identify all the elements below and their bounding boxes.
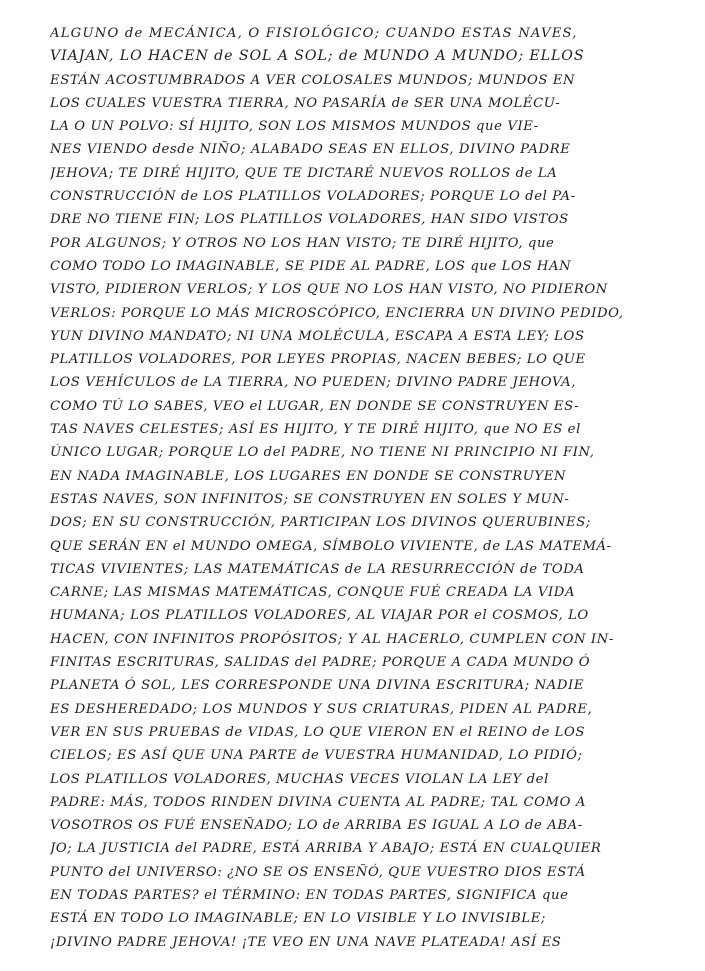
handwritten-text-block xyxy=(50,22,670,954)
text-line: ES DESHEREDADO; LOS MUNDOS Y SUS CRIATURAS, PIDEN AL PADRE, xyxy=(50,701,593,717)
text-line: FINITAS ESCRITURAS, SALIDAS del PADRE; PORQUE A CADA MUNDO Ó xyxy=(50,655,591,671)
text-line: ESTÁ EN TODO LO IMAGINABLE; EN LO VISIBLE Y LO INVISIBLE; xyxy=(50,911,546,927)
text-line: PADRE: MÁS, TODOS RINDEN DIVINA CUENTA AL PADRE; TAL COMO A xyxy=(50,794,586,810)
text-line: POR ALGUNOS; Y OTROS NO LOS HAN VISTO; TE DIRÉ HIJITO, que xyxy=(50,235,555,251)
text-line: ESTÁN ACOSTUMBRADOS A VER COLOSALES MUNDOS; MUNDOS EN xyxy=(50,72,576,88)
text-line: VIAJAN, LO HACEN de SOL A SOL; de MUNDO A MUNDO; ELLOS xyxy=(50,48,585,65)
text-line: NES VIENDO desde NIÑO; ALABADO SEAS EN ELLOS, DIVINO PADRE xyxy=(50,142,571,158)
text-line: DRE NO TIENE FIN; LOS PLATILLOS VOLADORES, HAN SIDO VISTOS xyxy=(50,212,569,228)
text-line: JO; LA JUSTICIA del PADRE, ESTÁ ARRIBA Y ABAJO; ESTÁ EN CUALQUIER xyxy=(50,841,602,857)
text-line: LA O UN POLVO: SÍ HIJITO, SON LOS MISMOS MUNDOS que VIE- xyxy=(50,119,539,135)
text-line: CARNE; LAS MISMAS MATEMÁTICAS, CONQUE FUÉ CREADA LA VIDA xyxy=(50,585,576,601)
text-line: VOSOTROS OS FUÉ ENSEÑADO; LO de ARRIBA ES IGUAL A LO de ABA- xyxy=(50,818,583,834)
text-line: EN NADA IMAGINABLE, LOS LUGARES EN DONDE SE CONSTRUYEN xyxy=(50,468,567,484)
text-line: PUNTO del UNIVERSO: ¿NO SE OS ENSEÑÓ, QUE VUESTRO DIOS ESTÁ xyxy=(50,864,586,880)
text-line: LOS VEHÍCULOS de LA TIERRA, NO PUEDEN; DIVINO PADRE JEHOVA, xyxy=(50,375,577,391)
text-line: CONSTRUCCIÓN de LOS PLATILLOS VOLADORES; PORQUE LO del PA- xyxy=(50,189,576,205)
text-line: HACEN, CON INFINITOS PROPÓSITOS; Y AL HACERLO, CUMPLEN CON IN- xyxy=(50,631,614,647)
text-line: LOS CUALES VUESTRA TIERRA, NO PASARÍA de SER UNA MOLÉCU- xyxy=(50,95,561,111)
text-line: QUE SERÁN EN el MUNDO OMEGA, SÍMBOLO VIVIENTE, de LAS MATEMÁ- xyxy=(50,538,612,554)
text-line: CIELOS; ES ASÍ QUE UNA PARTE de VUESTRA HUMANIDAD, LO PIDIÓ; xyxy=(50,748,583,764)
text-line: ¡DIVINO PADRE JEHOVA! ¡TE VEO EN UNA NAVE PLATEADA! ASÍ ES xyxy=(50,934,562,950)
text-line: COMO TÚ LO SABES, VEO el LUGAR, EN DONDE SE CONSTRUYEN ES- xyxy=(50,398,580,414)
text-line: VISTO, PIDIERON VERLOS; Y LOS QUE NO LOS HAN VISTO, NO PIDIERON xyxy=(50,282,608,298)
text-line: EN TODAS PARTES? el TÉRMINO: EN TODAS PARTES, SIGNIFICA que xyxy=(50,887,569,903)
text-line: VER EN SUS PRUEBAS de VIDAS, LO QUE VIERON EN el REINO de LOS xyxy=(50,724,586,740)
text-line: ÚNICO LUGAR; PORQUE LO del PADRE, NO TIENE NI PRINCIPIO NI FIN, xyxy=(50,445,595,461)
text-line: DOS; EN SU CONSTRUCCIÓN, PARTICIPAN LOS DIVINOS QUERUBINES; xyxy=(50,515,591,531)
text-line: LOS PLATILLOS VOLADORES, MUCHAS VECES VIOLAN LA LEY del xyxy=(50,771,549,787)
text-line: TAS NAVES CELESTES; ASÍ ES HIJITO, Y TE DIRÉ HIJITO, que NO ES el xyxy=(50,422,581,438)
text-line: TICAS VIVIENTES; LAS MATEMÁTICAS de LA RESURRECCIÓN de TODA xyxy=(50,561,585,577)
text-line: COMO TODO LO IMAGINABLE, SE PIDE AL PADRE, LOS que LOS HAN xyxy=(50,258,572,274)
text-line: VERLOS: PORQUE LO MÁS MICROSCÓPICO, ENCIERRA UN DIVINO PEDIDO, xyxy=(50,305,624,321)
text-line: JEHOVA; TE DIRÉ HIJITO, QUE TE DICTARÉ NUEVOS ROLLOS de LA xyxy=(50,165,558,181)
text-line: PLANETA Ó SOL, LES CORRESPONDE UNA DIVINA ESCRITURA; NADIE xyxy=(50,678,585,694)
text-line: PLATILLOS VOLADORES, POR LEYES PROPIAS, NACEN BEBES; LO QUE xyxy=(50,352,586,368)
text-line: HUMANA; LOS PLATILLOS VOLADORES, AL VIAJAR POR el COSMOS, LO xyxy=(50,608,589,624)
text-line: ALGUNO de MECÁNICA, O FISIOLÓGICO; CUANDO ESTAS NAVES, xyxy=(50,26,578,41)
text-line: YUN DIVINO MANDATO; NI UNA MOLÉCULA, ESCAPA A ESTA LEY; LOS xyxy=(50,328,585,344)
text-line: ESTAS NAVES, SON INFINITOS; SE CONSTRUYEN EN SOLES Y MUN- xyxy=(50,491,570,507)
